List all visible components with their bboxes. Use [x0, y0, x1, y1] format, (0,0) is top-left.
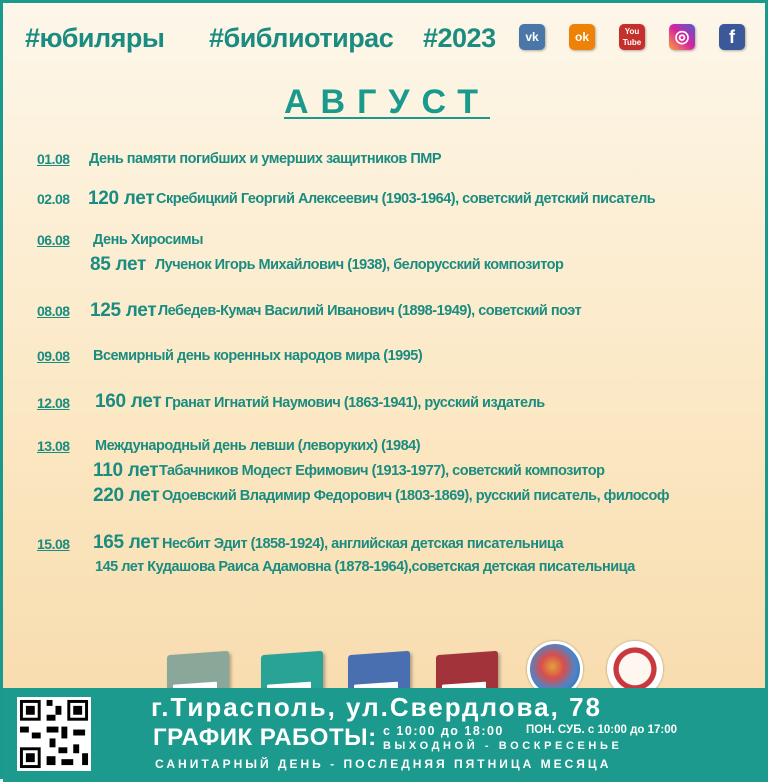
- event-years: 220 лет: [93, 485, 160, 506]
- odnoklassniki-icon[interactable]: ok: [569, 24, 595, 50]
- event-date: 02.08: [37, 191, 70, 207]
- hashtag-jubilee[interactable]: #юбиляры: [25, 23, 165, 53]
- event-text: Лученок Игорь Михайлович (1938), белорусский композитор: [155, 257, 564, 273]
- event-date: 01.08: [37, 151, 70, 167]
- schedule-weekend-hours: ПОН. СУБ. с 10:00 до 17:00: [526, 724, 677, 736]
- schedule-hours: с 10:00 до 18:00: [383, 724, 504, 738]
- library-logos: [163, 639, 683, 694]
- event-date: 08.08: [37, 303, 70, 319]
- event-date: 13.08: [37, 438, 70, 454]
- hashtag-bibliotiras[interactable]: #библиотирас: [209, 23, 394, 53]
- event-text: Табачников Модест Ефимович (1913-1977), советский композитор: [159, 463, 605, 479]
- schedule-title: ГРАФИК РАБОТЫ:: [153, 724, 377, 751]
- footer-bar: [3, 688, 768, 782]
- event-date: 12.08: [37, 395, 70, 411]
- event-years: 120 лет: [88, 188, 155, 209]
- qr-code-icon[interactable]: [17, 697, 91, 771]
- event-text: День Хиросимы: [93, 232, 203, 248]
- event-years: 165 лет: [93, 532, 160, 553]
- youtube-icon[interactable]: You Tube: [619, 24, 645, 50]
- event-date: 06.08: [37, 232, 70, 248]
- schedule-days-off: ВЫХОДНОЙ - ВОСКРЕСЕНЬЕ: [383, 740, 623, 752]
- event-text: Скребицкий Георгий Алексеевич (1903-1964), советский детский писатель: [156, 191, 656, 207]
- library-address: г.Тирасполь, ул.Свердлова, 78: [151, 692, 603, 722]
- event-text: Всемирный день коренных народов мира (1995): [93, 348, 423, 364]
- sanitary-day: САНИТАРНЫЙ ДЕНЬ - ПОСЛЕДНЯЯ ПЯТНИЦА МЕСЯЦА: [155, 757, 612, 771]
- event-years: 125 лет: [90, 300, 157, 321]
- vk-icon[interactable]: vk: [519, 24, 545, 50]
- month-title: АВГУСТ: [283, 83, 490, 121]
- event-years: 85 лет: [90, 254, 147, 275]
- hashtag-year[interactable]: #2023: [423, 23, 496, 53]
- event-years: 110 лет: [93, 460, 159, 481]
- event-text: 145 лет Кудашова Раиса Адамовна (1878-1964),советская детская писательница: [95, 559, 635, 575]
- event-date: 09.08: [37, 348, 70, 364]
- facebook-icon[interactable]: f: [719, 24, 745, 50]
- event-text: Международный день левши (леворуких) (1984): [95, 438, 421, 454]
- event-text: Несбит Эдит (1858-1924), английская детская писательница: [162, 536, 564, 552]
- event-text: День памяти погибших и умерших защитников ПМР: [89, 151, 442, 167]
- event-years: 160 лет: [95, 391, 162, 412]
- event-text: Лебедев-Кумач Василий Иванович (1898-1949), советский поэт: [158, 303, 582, 319]
- event-text: Гранат Игнатий Наумович (1863-1941), русский издатель: [165, 395, 545, 411]
- instagram-icon[interactable]: ◎: [669, 24, 695, 50]
- event-text: Одоевский Владимир Федорович (1803-1869), русский писатель, философ: [162, 488, 670, 504]
- event-date: 15.08: [37, 536, 70, 552]
